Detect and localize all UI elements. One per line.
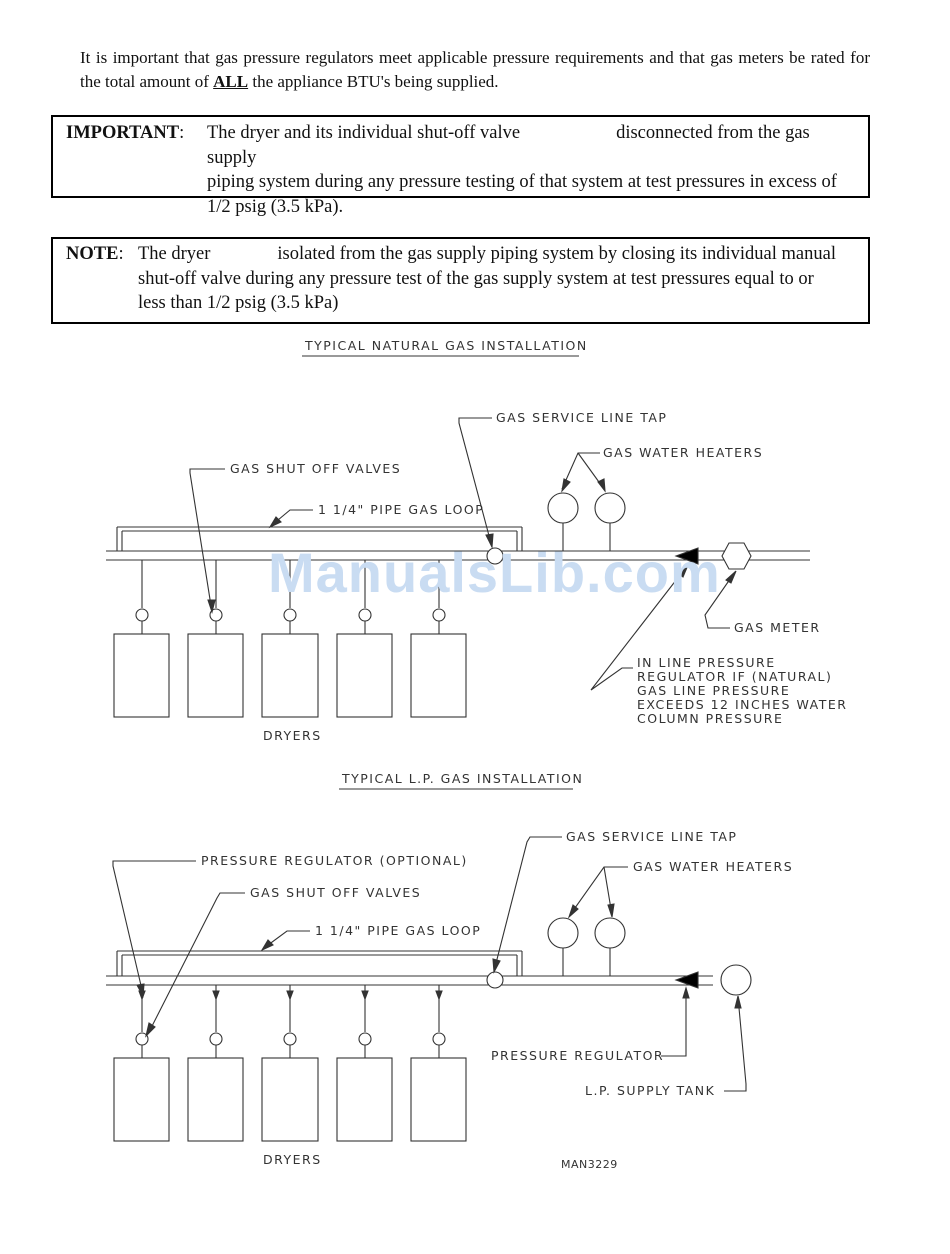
- lp-water-heaters-label: GAS WATER HEATERS: [633, 859, 794, 874]
- water-heater-icon: [595, 493, 625, 523]
- important-line-1a: The dryer and its individual shut-off valve: [207, 123, 521, 143]
- dryer-icon: [114, 634, 169, 717]
- natural-title: TYPICAL NATURAL GAS INSTALLATION: [305, 338, 588, 353]
- lp-gas-diagram: [106, 771, 793, 1171]
- note-label-colon: :: [118, 244, 124, 264]
- natural-shutoff-leader: [190, 469, 225, 612]
- lp-drawing-number: MAN3229: [561, 1158, 618, 1171]
- lp-shutoff-valves: [136, 1033, 445, 1058]
- lp-regulator-leader: [661, 988, 686, 1056]
- lp-supply-tank-icon: [721, 965, 751, 995]
- natural-regulator-line-3: GAS LINE PRESSURE: [637, 683, 791, 698]
- dryer-icon: [337, 634, 392, 717]
- dryer-icon: [188, 1058, 243, 1141]
- lp-dryers-label: DRYERS: [263, 1152, 322, 1167]
- note-line-1a: The dryer: [138, 244, 211, 264]
- arrowhead-icon: [262, 940, 273, 950]
- intro-text-after: the appliance BTU's being supplied.: [248, 72, 499, 91]
- shutoff-valve-icon: [284, 1033, 296, 1045]
- important-line-3: 1/2 psig (3.5 kPa).: [207, 196, 344, 217]
- lp-loop-label: 1 1/4" PIPE GAS LOOP: [315, 923, 482, 938]
- note-line-3: less than 1/2 psig (3.5 kPa): [138, 293, 339, 313]
- shutoff-valve-icon: [284, 609, 296, 621]
- water-heater-icon: [548, 493, 578, 523]
- lp-supply-tank-label: L.P. SUPPLY TANK: [585, 1083, 716, 1098]
- important-label-text: IMPORTANT: [66, 123, 180, 143]
- lp-regulator-label: PRESSURE REGULATOR: [491, 1048, 665, 1063]
- natural-regulator-line-4: EXCEEDS 12 INCHES WATER: [637, 697, 848, 712]
- natural-water-heaters-label: GAS WATER HEATERS: [603, 445, 764, 460]
- lp-optional-regulator-label: PRESSURE REGULATOR (OPTIONAL): [201, 853, 468, 868]
- arrowhead-icon: [598, 479, 605, 491]
- arrowhead-icon: [146, 1023, 155, 1036]
- shutoff-valve-icon: [433, 609, 445, 621]
- shutoff-valve-icon: [210, 1033, 222, 1045]
- lp-water-heater-leader: [570, 867, 628, 915]
- natural-regulator-line-5: COLUMN PRESSURE: [637, 711, 784, 726]
- lp-main-pipe: [106, 976, 713, 985]
- regulator-mark-icon: [436, 991, 442, 999]
- important-label-colon: :: [179, 123, 185, 143]
- dryer-icon: [114, 1058, 169, 1141]
- regulator-mark-icon: [362, 991, 368, 999]
- regulator-mark-icon: [213, 991, 219, 999]
- arrowhead-icon: [562, 479, 570, 491]
- natural-service-tap-label: GAS SERVICE LINE TAP: [496, 410, 668, 425]
- arrowhead-icon: [726, 571, 736, 583]
- intro-emphasis: ALL: [213, 72, 249, 91]
- lp-title: TYPICAL L.P. GAS INSTALLATION: [342, 771, 584, 786]
- natural-service-tap-leader: [459, 418, 492, 547]
- lp-optional-regulator-leader: [113, 861, 196, 994]
- lp-shutoff-label: GAS SHUT OFF VALVES: [250, 885, 422, 900]
- lp-dryers: [114, 1058, 466, 1141]
- arrowhead-icon: [493, 959, 500, 972]
- natural-dryers: [114, 634, 466, 717]
- lp-dryer-branches: [139, 985, 442, 1032]
- natural-regulator-line-2: REGULATOR IF (NATURAL): [637, 669, 833, 684]
- gas-meter-icon: [722, 543, 751, 569]
- arrowhead-icon: [683, 988, 689, 998]
- important-line-1b: disconnected from the gas supply: [207, 123, 810, 168]
- arrowhead-icon: [735, 996, 741, 1008]
- dryer-icon: [411, 1058, 466, 1141]
- natural-shutoff-label: GAS SHUT OFF VALVES: [230, 461, 402, 476]
- shutoff-valve-icon: [433, 1033, 445, 1045]
- natural-loop-label: 1 1/4" PIPE GAS LOOP: [318, 502, 485, 517]
- shutoff-valve-icon: [136, 609, 148, 621]
- dryer-icon: [262, 634, 318, 717]
- lp-water-heaters: [548, 918, 625, 976]
- note-line-1b: isolated from the gas supply piping system by closing its individual manual: [277, 244, 836, 264]
- shutoff-valve-icon: [359, 609, 371, 621]
- note-label-text: NOTE: [66, 244, 119, 264]
- water-heater-icon: [595, 918, 625, 948]
- natural-regulator-line-1: IN LINE PRESSURE: [637, 655, 776, 670]
- pressure-regulator-icon: [676, 972, 698, 988]
- dryer-icon: [188, 634, 243, 717]
- intro-text-before: It is important that gas pressure regulators meet applicable pressure requirements and that gas meters be rated for the total amount of: [80, 48, 870, 91]
- regulator-mark-icon: [287, 991, 293, 999]
- arrowhead-icon: [208, 600, 215, 612]
- natural-dryers-label: DRYERS: [263, 728, 322, 743]
- lp-shutoff-leader: [148, 893, 245, 1034]
- dryer-icon: [337, 1058, 392, 1141]
- note-line-2: shut-off valve during any pressure test of the gas supply system at test pressures equal to or: [138, 268, 814, 289]
- dryer-icon: [262, 1058, 318, 1141]
- lp-supply-tank-leader: [724, 997, 746, 1091]
- important-line-2: piping system during any pressure testing of that system at test pressures in excess of: [207, 172, 837, 192]
- water-heater-icon: [548, 918, 578, 948]
- arrowhead-icon: [608, 904, 614, 917]
- watermark: ManualsLib.com: [268, 541, 721, 604]
- lp-pipe-loop: [117, 951, 522, 976]
- shutoff-valve-icon: [359, 1033, 371, 1045]
- natural-meter-label: GAS METER: [734, 620, 821, 635]
- dryer-icon: [411, 634, 466, 717]
- natural-shutoff-valves: [136, 609, 445, 634]
- arrowhead-icon: [569, 905, 578, 917]
- lp-service-tap-label: GAS SERVICE LINE TAP: [566, 829, 738, 844]
- service-tap-icon: [487, 972, 503, 988]
